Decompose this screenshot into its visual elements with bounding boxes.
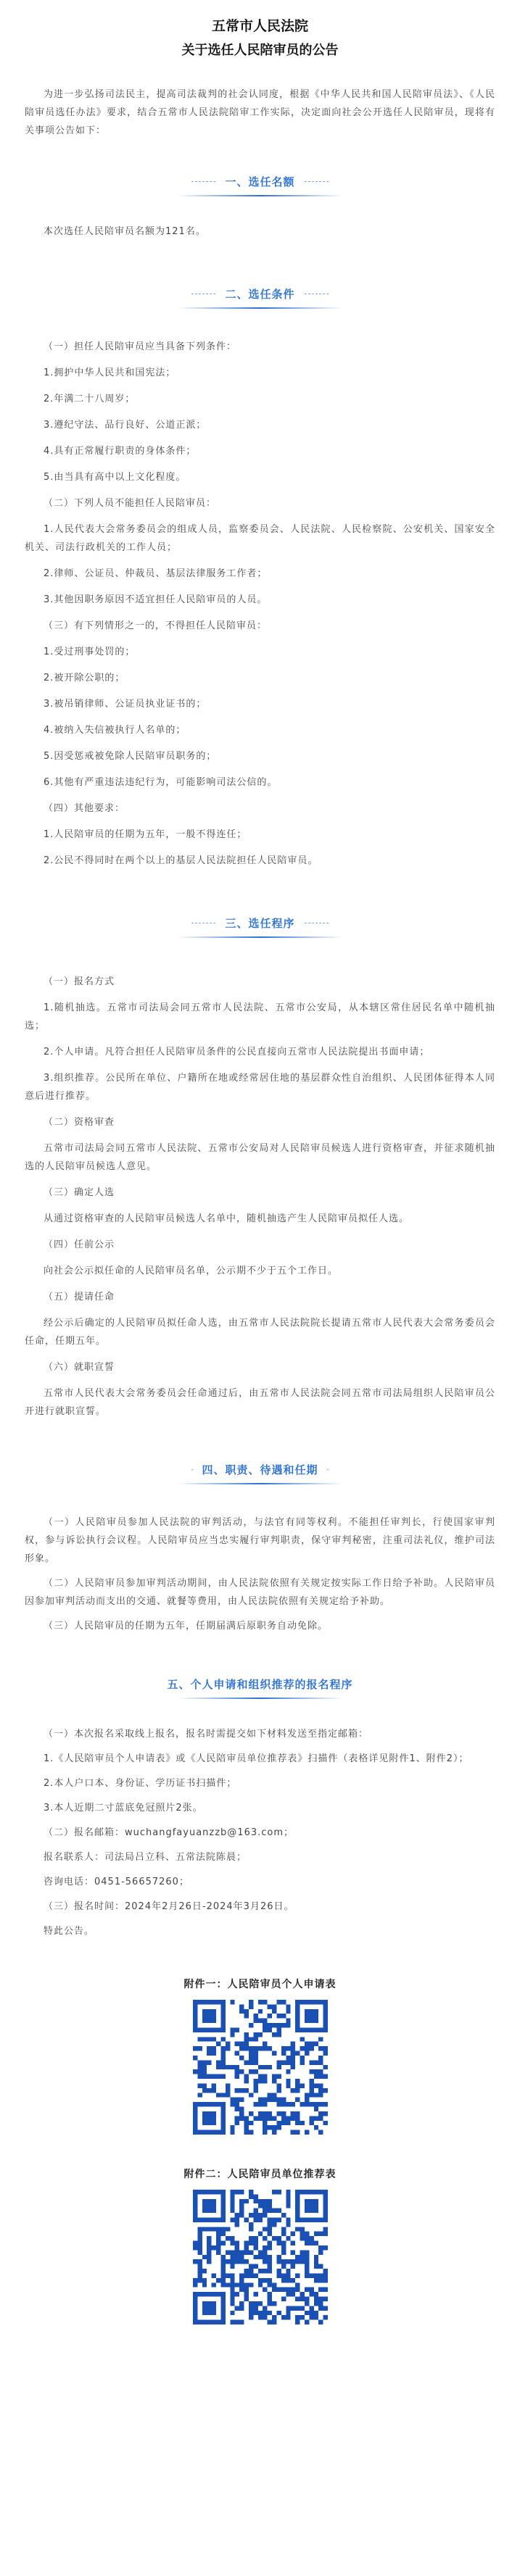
section-line: 1.拥护中华人民共和国宪法； [44,367,176,378]
section-line: 1.《人民陪审员个人申请表》或《人民陪审员单位推荐表》扫描件（表格详见附件1、附件2）； [44,1753,469,1764]
sections-container [25,172,495,1940]
section-line: 5.因受惩戒被免除人民陪审员职务的； [44,751,217,762]
section-line: 3.其他因职务原因不适宜担任人民陪审员的人员。 [44,594,268,605]
section-line: 1.人民陪审员的任期为五年，一般不得连任； [44,829,247,840]
section-heading-line [25,913,495,932]
section-line: （四）其他要求： [44,803,125,814]
appendix-title: 附件一：人民陪审员个人申请表 [183,1979,337,1990]
section-line: 1.随机抽选。五常市司法局会同五常市人民法院、五常市公安局，从本辖区常住居民名单中随机抽选； [25,1002,495,1031]
intro-paragraph: 为进一步弘扬司法民主，提高司法裁判的社会认同度，根据《中华人民共和国人民陪审员法》、《人民陪审员选任办法》要求，结合五常市人民法院陪审工作实际，决定面向社会公开选任人民陪审员，现将有关事项公告如下： [25,89,495,136]
section-heading-block [25,1674,495,1699]
appendices-container [25,1977,495,2324]
section-line: 从通过资格审查的人民陪审员候选人名单中，随机抽选产生人民陪审员拟任人选。 [44,1213,410,1224]
section-heading-block [25,913,495,938]
section-line: 报名联系人：司法局吕立科、五常法院陈晨； [44,1852,247,1863]
section-heading-block [25,172,495,196]
section-line: （一）本次报名采取线上报名，报名时需提交如下材料发送至指定邮箱： [44,1729,369,1740]
section-heading: 四、职责、待遇和任期 [193,1461,326,1479]
section-line: 特此公告。 [44,1926,95,1937]
section-line: （一）报名方式 [44,976,115,987]
section-line: 5.由当具有高中以上文化程度。 [44,472,186,483]
section-line: （三）人民陪审员的任期为五年，任期届满后原职务自动免除。 [44,1621,329,1632]
section-heading-line [25,1674,495,1693]
section-line: （一）担任人民陪审员应当具备下列条件： [44,341,237,352]
section-line: 3.本人近期二寸蓝底免冠照片2张。 [44,1803,203,1813]
section-body [25,1513,495,1635]
qr-code-icon[interactable] [193,2000,328,2135]
section-heading-block [25,284,495,309]
section-heading-underline [177,936,344,938]
appendix-block [25,1977,495,2135]
section-line: （二）下列人员不能担任人民陪审员： [44,498,217,509]
section-heading-underline [177,1698,344,1699]
section-line: （五）提请任命 [44,1292,115,1302]
section-line: 经公示后确定的人民陪审员拟任命人选，由五常市人民法院院长提请五常市人民代表大会常务委员会任命，任期五年。 [25,1318,495,1347]
section-line: （二）人民陪审员参加审判活动期间，由人民法院依照有关规定按实际工作日给予补助。人民陪审员因参加审判活动而支出的交通、就餐等费用，由人民法院依照有关规定给予补助。 [25,1578,495,1607]
section-line: 1.受过刑事处罚的； [44,647,136,657]
section-line: 6.其他有严重违法违纪行为，可能影响司法公信的。 [44,777,278,788]
notice-title: 关于选任人民陪审员的公告 [181,43,339,58]
section-line: 3.被吊销律师、公证员执业证书的； [44,699,207,710]
section-line: （三）报名时间：2024年2月26日-2024年3月26日。 [44,1901,294,1912]
section-line: 2.律师、公证员、仲裁员、基层法律服务工作者； [44,568,268,579]
section-line: 2.年满二十八周岁； [44,394,136,404]
section-body [25,338,495,870]
court-name: 五常市人民法院 [211,18,308,34]
section-line: （一）人民陪审员参加人民法院的审判活动，与法官有同等权利。不能担任审判长，行使国家审判权，参与诉讼执行会议程。人民陪审员应当忠实履行审判职责，保守审判秘密，注重司法礼仪，维护司法形象。 [25,1517,495,1564]
section-line: 五常市司法局会同五常市人民法院、五常市公安局对人民陪审员候选人进行资格审查，并征求随机抽选的人民陪审员候选人意见。 [25,1143,495,1172]
section-heading: 五、个人申请和组织推荐的报名程序 [158,1675,361,1693]
section-heading-underline [177,195,344,196]
section-line: 向社会公示拟任命的人民陪审员名单，公示期不少于五个工作日。 [44,1266,339,1276]
section-line: 4.被纳入失信被执行人名单的； [44,725,186,736]
appendix-title: 附件二：人民陪审员单位推荐表 [183,2169,337,2180]
section-line: 3.遵纪守法、品行良好、公道正派； [44,420,207,431]
section-heading-line [25,1460,495,1479]
section-heading: 三、选任程序 [216,914,303,932]
section-heading-block [25,1460,495,1484]
section-line: 1.人民代表大会常务委员会的组成人员，监察委员会、人民法院、人民检察院、公安机关、国家安全机关、司法行政机关的工作人员； [25,524,495,553]
section-line: （二）报名邮箱：wuchangfayuanzzb@163.com； [44,1827,294,1838]
appendix-block [25,2166,495,2324]
section-heading-underline [177,307,344,309]
qr-code-icon[interactable] [193,2190,328,2324]
section-line: 2.个人申请。凡符合担任人民陪审员条件的公民直接向五常市人民法院提出书面申请； [44,1047,430,1058]
section-line: 五常市人民代表大会常务委员会任命通过后，由五常市人民法院会同五常市司法局组织人民陪审员公开进行就职宣誓。 [25,1388,495,1417]
section-heading-underline [177,1483,344,1484]
section-line: 3.组织推荐。公民所在单位、户籍所在地或经常居住地的基层群众性自治组织、人民团体征得本人同意后进行推荐。 [25,1073,495,1102]
section-line: （四）任前公示 [44,1239,115,1250]
section-line: （三）确定人选 [44,1187,115,1198]
section-heading-line [25,284,495,303]
section-line: 咨询电话：0451-56657260； [44,1877,189,1887]
section-heading-line [25,172,495,191]
section-line: （二）资格审查 [44,1117,115,1128]
section-line: （六）就职宣誓 [44,1362,115,1373]
section-line: 4.具有正常履行职责的身体条件； [44,446,197,457]
section-line: （三）有下列情形之一的，不得担任人民陪审员： [44,620,268,631]
section-heading: 二、选任条件 [216,285,303,303]
section-body [25,223,495,241]
section-line: 2.公民不得同时在两个以上的基层人民法院担任人民陪审员。 [44,855,318,866]
section-line: 本次选任人民陪审员名额为121名。 [44,226,206,237]
section-body [25,973,495,1421]
section-heading: 一、选任名额 [216,173,303,191]
section-line: 2.被开除公职的； [44,673,125,684]
section-body [25,1725,495,1940]
section-line: 2.本人户口本、身份证、学历证书扫描件； [44,1778,237,1789]
